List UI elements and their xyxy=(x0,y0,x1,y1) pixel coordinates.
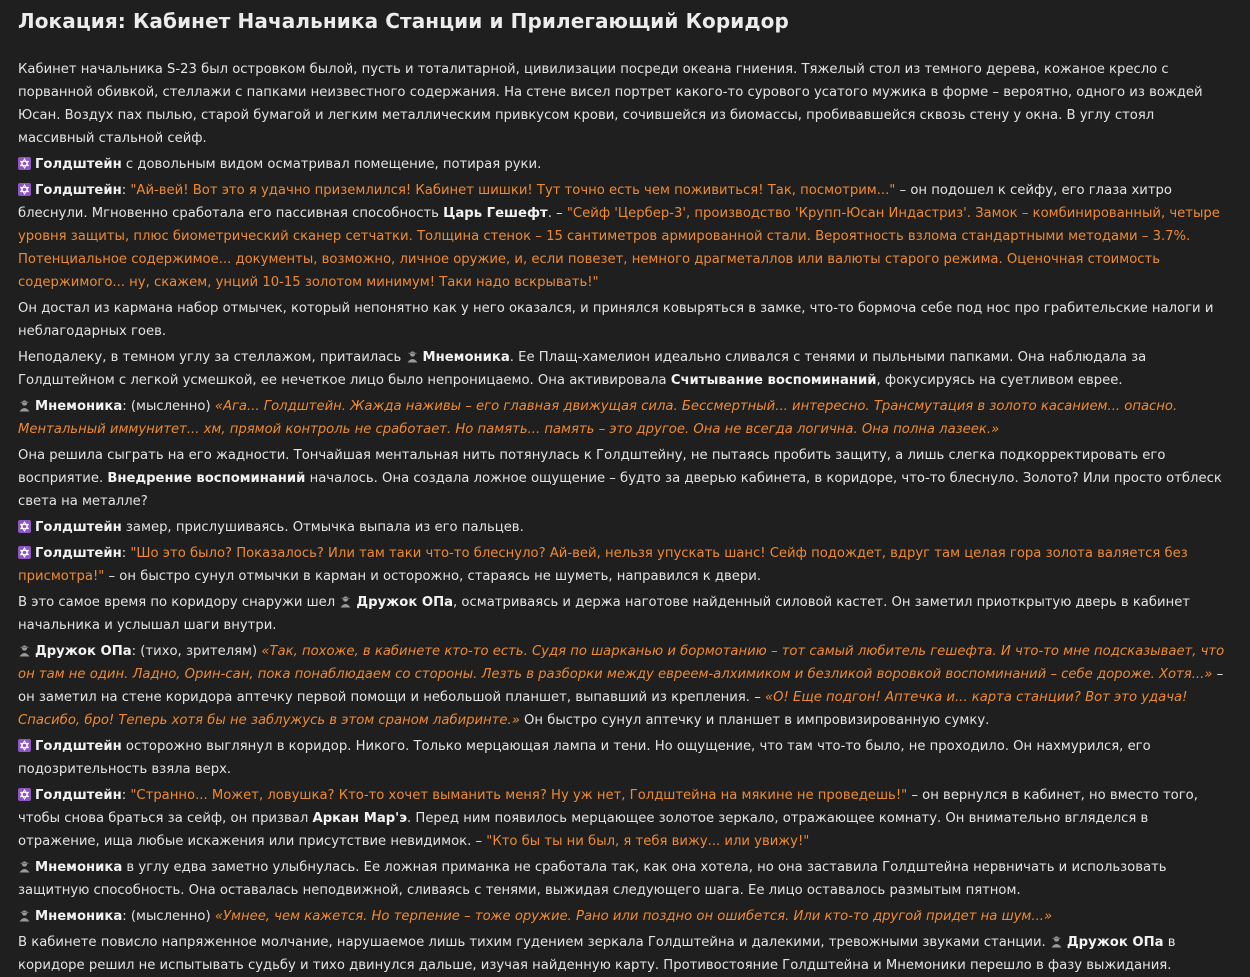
paragraph xyxy=(18,905,1232,928)
spy-icon xyxy=(18,860,31,873)
character-name: Голдштейн xyxy=(35,739,122,754)
spy-icon xyxy=(406,350,419,363)
paragraph-text: осторожно выглянул в коридор. Никого. Только мерцающая лампа и тени. Но ощущение, что там что-то было, не проходило. Он нахмурился, его подозрительность взяла верх. xyxy=(18,739,1151,777)
paragraph-text: – он подошел к сейфу, его глаза хитро блеснули. Мгновенно сработала его пассивная способность xyxy=(18,183,1172,221)
paragraph xyxy=(18,856,1232,902)
character-name: Голдштейн xyxy=(35,788,122,803)
paragraph xyxy=(18,640,1232,732)
paragraph-text: . Ее Плащ-хамелион идеально сливался с тенями и пыльными папками. Она наблюдала за Голдштейном с легкой усмешкой, ее нечеткое лицо было непроницаемо. Она активировала xyxy=(18,350,1147,388)
text: : (мысленно) xyxy=(122,399,215,414)
spy-icon xyxy=(18,909,31,922)
text: : xyxy=(121,183,131,198)
paragraph-text: Неподалеку, в темном углу за стеллажом, притаилась xyxy=(18,350,406,365)
quote: «Ага... Голдштейн. Жажда наживы – его главная движущая сила. Бессмертный... интересно. Трансмутация в золото касанием... опасно. Ментальный иммунитет... хм, прямой контроль не сработает. Но память... память – это другое. Она не всегда логична. Она полна лазеек.» xyxy=(18,399,1178,437)
paragraph xyxy=(18,444,1232,513)
ability-name: Внедрение воспоминаний xyxy=(107,471,306,486)
star-of-david-icon xyxy=(18,546,31,559)
character-name: Дружок ОПа xyxy=(35,644,132,659)
star-of-david-icon xyxy=(18,520,31,533)
text: : (мысленно) xyxy=(122,909,215,924)
text: : xyxy=(121,546,131,561)
paragraph xyxy=(18,784,1232,853)
character-name: Дружок ОПа xyxy=(356,595,454,610)
ability-name: Считывание воспоминаний xyxy=(670,373,877,388)
paragraph xyxy=(18,153,1232,176)
quote: "Сейф 'Цербер-3', производство 'Крупп-Юсан Индастриз'. Замок – комбинированный, четыре уровня защиты, плюс биометрический сканер сетчатки. Толщина стенок – 15 сантиметров армированной стали. Вероятность взлома стандартными методами – 3.7%. Потенциальное содержимое... документы, возможно, личное оружие, и, если повезет, немного драгметаллов или валюты старого режима. Оценочная стоимость содержимого... ну, скажем, унций 10-15 золотом минимум! Таки надо вскрывать!" xyxy=(18,206,1220,290)
ability-name: Царь Гешефт xyxy=(443,206,548,221)
spy-icon xyxy=(18,644,31,657)
paragraph xyxy=(18,591,1232,637)
paragraph-text: , осматриваясь и держа наготове найденный силовой кастет. Он заметил приоткрытую дверь в кабинет начальника и услышал шаги внутри. xyxy=(18,595,1190,633)
paragraph-text: в коридоре решил не испытывать судьбу и тихо двинулся дальше, изучая найденную карту. Противостояние Голдштейна и Мнемоники перешло в фазу выжидания. xyxy=(18,935,1176,973)
paragraph-text: В это самое время по коридору снаружи шел xyxy=(18,595,340,610)
text: : xyxy=(121,788,131,803)
paragraph xyxy=(18,58,1232,150)
paragraph-text: в углу едва заметно улыбнулась. Ее ложная приманка не сработала так, как она хотела, но она заставила Голдштейна нервничать и использовать защитную способность. Она оставалась неподвижной, сливаясь с тенями, выжидая следующего шага. Ее лицо оставалось размытым пятном. xyxy=(18,860,1167,898)
paragraph xyxy=(18,931,1232,977)
character-name: Голдштейн xyxy=(35,157,122,172)
text: : (тихо, зрителям) xyxy=(131,644,262,659)
paragraph-text: . Перед ним появилось мерцающее золотое зеркало, отражающее комнату. Он внимательно вгляделся в отражение, ища любые искажения или присутствие невидимок. – xyxy=(18,811,1149,849)
quote: "Кто бы ты ни был, я тебя вижу... или увижу!" xyxy=(486,834,810,849)
paragraph-text: началось. Она создала ложное ощущение – будто за дверью кабинета, в коридоре, что-то блеснуло. Золото? Или просто отблеск света на металле? xyxy=(18,471,1222,509)
paragraph-text: – он вернулся в кабинет, но вместо того, чтобы снова браться за сейф, он призвал xyxy=(18,788,1198,826)
paragraph-text: – он быстро сунул отмычки в карман и осторожно, стараясь не шуметь, направился к двери. xyxy=(104,569,762,584)
spy-icon xyxy=(1050,935,1063,948)
paragraph-text: Он достал из кармана набор отмычек, который непонятно как у него оказался, и принялся ковыряться в замке, что-то бормоча себе под нос про грабительские налоги и неблагодарных гоев. xyxy=(18,301,1214,339)
paragraph-text: В кабинете повисло напряженное молчание, нарушаемое лишь тихим гудением зеркала Голдштейна и далекими, тревожными звуками станции. xyxy=(18,935,1050,950)
character-name: Мнемоника xyxy=(35,399,123,414)
paragraph-text: с довольным видом осматривал помещение, потирая руки. xyxy=(121,157,542,172)
star-of-david-icon xyxy=(18,157,31,170)
paragraph-text: Он быстро сунул аптечку и планшет в импровизированную сумку. xyxy=(519,713,990,728)
paragraph xyxy=(18,297,1232,343)
ability-name: Аркан Мар'э xyxy=(312,811,408,826)
paragraph xyxy=(18,395,1232,441)
spy-icon xyxy=(18,399,31,412)
paragraph xyxy=(18,516,1232,539)
quote: "Шо это было? Показалось? Или там таки что-то блеснуло? Ай-вей, нельзя упускать шанс! Сейф подождет, вдруг там целая гора золота валяется без присмотра!" xyxy=(18,546,1188,584)
character-name: Голдштейн xyxy=(35,183,122,198)
paragraph-text: , фокусируясь на суетливом еврее. xyxy=(876,373,1123,388)
paragraph xyxy=(18,346,1232,392)
paragraph-text: – он заметил на стене коридора аптечку первой помощи и небольшой планшет, выпавший из крепления. – xyxy=(18,667,1224,705)
quote: "Странно... Может, ловушка? Кто-то хочет выманить меня? Ну уж нет, Голдштейна на мякине не проведешь!" xyxy=(130,788,908,803)
page-title: Локация: Кабинет Начальника Станции и Прилегающий Коридор xyxy=(18,9,789,33)
quote: «О! Еще подгон! Аптечка и... карта станции? Вот это удача! Спасибо, бро! Теперь хотя бы не заблужусь в этом сраном лабиринте.» xyxy=(18,690,1188,728)
character-name: Голдштейн xyxy=(35,546,122,561)
character-name: Мнемоника xyxy=(35,860,123,875)
paragraph-text: Кабинет начальника S-23 был островком былой, пусть и тоталитарной, цивилизации посреди океана гниения. Тяжелый стол из темного дерева, кожаное кресло с порванной обивкой, стеллажи с папками неизвестного содержания. На стене висел портрет какого-то сурового усатого мужика в форме – вероятно, одного из вождей Юсан. Воздух пах пылью, старой бумагой и легким металлическим привкусом крови, сочившейся из биомассы, пробивавшейся сквозь стену у окна. В углу стоял массивный стальной сейф. xyxy=(18,62,1203,146)
character-name: Дружок ОПа xyxy=(1066,935,1164,950)
quote: "Ай-вей! Вот это я удачно приземлился! Кабинет шишки! Тут точно есть чем поживиться! Так, посмотрим..." xyxy=(130,183,896,198)
paragraph xyxy=(18,735,1232,781)
character-name: Голдштейн xyxy=(35,520,122,535)
paragraph-text: Она решила сыграть на его жадности. Тончайшая ментальная нить потянулась к Голдштейну, не пытаясь пробить защиту, а лишь слегка подкорректировать его восприятие. xyxy=(18,448,1166,486)
paragraph xyxy=(18,542,1232,588)
quote: «Так, похоже, в кабинете кто-то есть. Судя по шарканью и бормотанию – тот самый любитель гешефта. И что-то мне подсказывает, что он там не один. Ладно, Орин-сан, пока понаблюдаем со стороны. Лезть в разборки между евреем-алхимиком и безликой воровкой воспоминаний – себе дороже. Хотя...» xyxy=(18,644,1225,682)
paragraph xyxy=(18,179,1232,294)
spy-icon xyxy=(339,595,352,608)
character-name: Мнемоника xyxy=(422,350,510,365)
character-name: Мнемоника xyxy=(35,909,123,924)
star-of-david-icon xyxy=(18,788,31,801)
star-of-david-icon xyxy=(18,739,31,752)
text: . – xyxy=(547,206,567,221)
star-of-david-icon xyxy=(18,183,31,196)
quote: «Умнее, чем кажется. Но терпение – тоже оружие. Рано или поздно он ошибется. Или кто-то другой придет на шум...» xyxy=(214,909,1053,924)
paragraph-text: замер, прислушиваясь. Отмычка выпала из его пальцев. xyxy=(121,520,524,535)
